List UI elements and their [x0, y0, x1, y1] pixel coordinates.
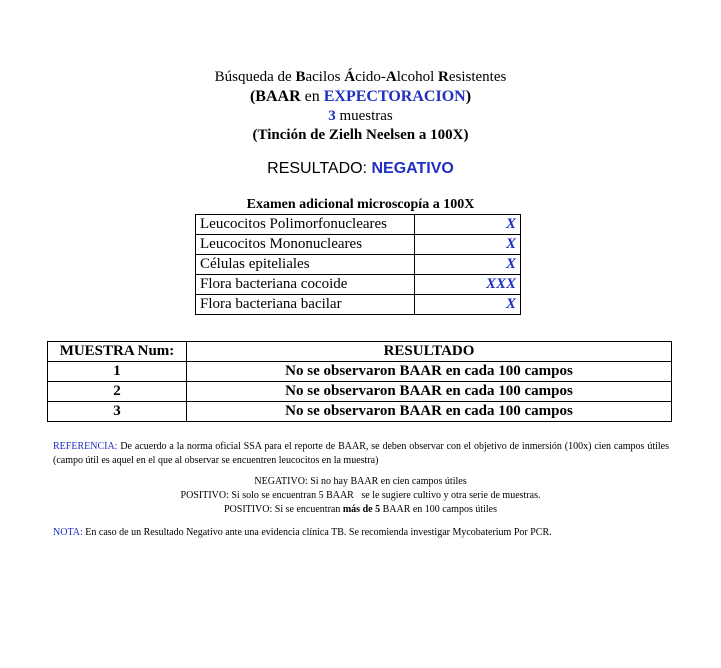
exam-label: Flora bacteriana bacilar [196, 295, 415, 315]
stain-method: (Tinción de Zielh Neelsen a 100X) [252, 127, 469, 143]
table-row [48, 382, 672, 402]
table-row [196, 295, 521, 315]
note-label: NOTA: [53, 527, 83, 538]
sample-count: 3 muestras [328, 108, 393, 124]
table-row [196, 235, 521, 255]
table-row [196, 275, 521, 295]
sample-result: No se observaron BAAR en cada 100 campos [187, 362, 672, 382]
table-row [196, 215, 521, 235]
note-paragraph [53, 526, 669, 540]
exam-label: Células epiteliales [196, 255, 415, 275]
sample-number: 3 [48, 402, 187, 422]
exam-mark: X [415, 235, 521, 255]
reference-text: De acuerdo a la norma oficial SSA para el reporte de BAAR, se deben observar con el objetivo de inmersión (100x) cien campos útiles (campo útil es aquel en el que al observar se encuentren leucocitos en la muestra) [53, 441, 669, 466]
sample-number: 1 [48, 362, 187, 382]
sample-number: 2 [48, 382, 187, 402]
criteria-block [0, 475, 721, 517]
extra-exam-title: Examen adicional microscopía a 100X [246, 197, 475, 212]
criteria-positive-1: POSITIVO: Si solo se encuentran 5 BAAR se le sugiere cultivo y otra serie de muestras. [180, 490, 541, 501]
exam-label: Leucocitos Mononucleares [196, 235, 415, 255]
criteria-positive-2: POSITIVO: Si se encuentran más de 5 BAAR en 100 campos útiles [223, 504, 498, 515]
table-row [196, 255, 521, 275]
exam-label: Flora bacteriana cocoide [196, 275, 415, 295]
exam-mark: X [415, 215, 521, 235]
report-title: Búsqueda de Bacilos Ácido-Alcohol Resistentes [214, 69, 507, 85]
extra-exam-table [195, 214, 521, 315]
note-text: En caso de un Resultado Negativo ante una evidencia clínica TB. Se recomienda investigar Mycobaterium Por PCR. [82, 527, 552, 538]
table-row [48, 402, 672, 422]
reference-paragraph [53, 440, 669, 468]
exam-mark: X [415, 295, 521, 315]
table-row [48, 362, 672, 382]
exam-mark: X [415, 255, 521, 275]
sample-result: No se observaron BAAR en cada 100 campos [187, 402, 672, 422]
overall-result: RESULTADO: NEGATIVO [267, 160, 454, 177]
column-header-result: RESULTADO [187, 342, 672, 362]
criteria-negative: NEGATIVO: Si no hay BAAR en cien campos útiles [254, 476, 467, 487]
exam-label: Leucocitos Polimorfonucleares [196, 215, 415, 235]
sample-result: No se observaron BAAR en cada 100 campos [187, 382, 672, 402]
column-header-sample: MUESTRA Num: [48, 342, 187, 362]
report-subtitle: (BAAR en EXPECTORACION) [249, 88, 472, 105]
exam-mark: XXX [415, 275, 521, 295]
reference-label: REFERENCIA: [53, 441, 118, 452]
result-value: NEGATIVO [371, 160, 454, 177]
sample-type: EXPECTORACION [323, 88, 466, 105]
report-header [0, 68, 721, 145]
samples-table [47, 341, 672, 422]
table-header-row [48, 342, 672, 362]
